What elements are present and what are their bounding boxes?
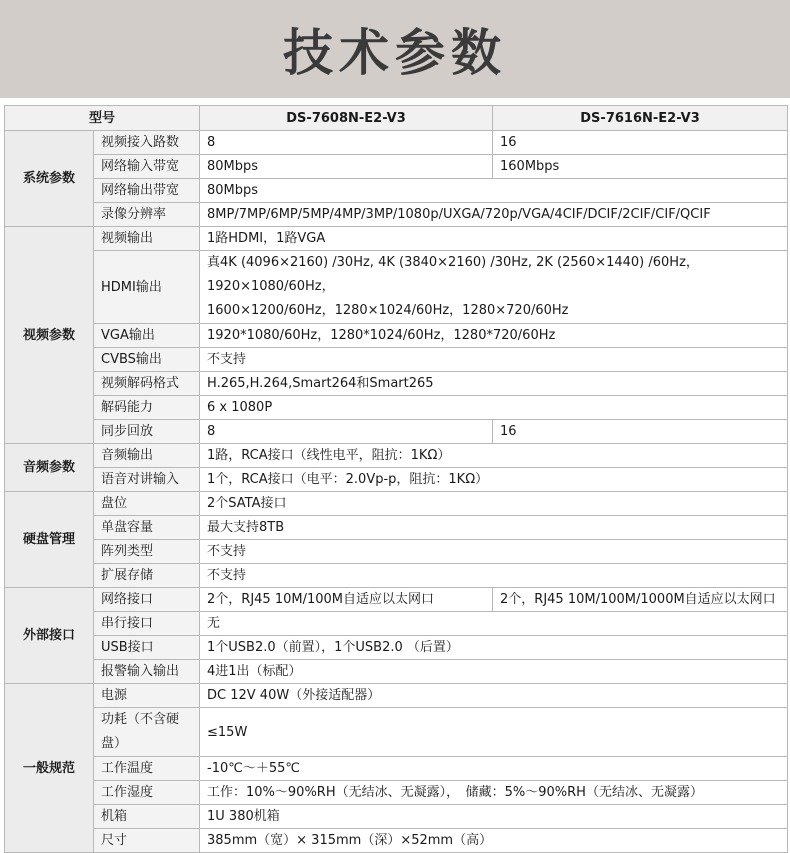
param-value: 1920*1080/60Hz，1280*1024/60Hz，1280*720/60Hz bbox=[200, 324, 788, 348]
param-name: 网络输入带宽 bbox=[94, 155, 200, 179]
param-name: 报警输入输出 bbox=[94, 660, 200, 684]
table-row bbox=[5, 564, 788, 588]
param-name: 网络接口 bbox=[94, 588, 200, 612]
param-value: -10℃～＋55℃ bbox=[200, 757, 788, 781]
param-value: 6 x 1080P bbox=[200, 396, 788, 420]
param-name: 录像分辨率 bbox=[94, 203, 200, 227]
table-row bbox=[5, 829, 788, 853]
param-name: 视频解码格式 bbox=[94, 372, 200, 396]
param-value-a: 8 bbox=[200, 131, 493, 155]
param-value-a: 80Mbps bbox=[200, 155, 493, 179]
table-row bbox=[5, 588, 788, 612]
param-name: 音频输出 bbox=[94, 444, 200, 468]
model-label: 型号 bbox=[5, 106, 200, 131]
table-row bbox=[5, 684, 788, 708]
param-name: 视频输出 bbox=[94, 227, 200, 251]
param-value: DC 12V 40W（外接适配器） bbox=[200, 684, 788, 708]
param-name: HDMI输出 bbox=[94, 251, 200, 324]
table-row bbox=[5, 612, 788, 636]
category-system: 系统参数 bbox=[5, 131, 94, 227]
table-row bbox=[5, 540, 788, 564]
param-name: 网络输出带宽 bbox=[94, 179, 200, 203]
table-row bbox=[5, 203, 788, 227]
param-name: 工作温度 bbox=[94, 757, 200, 781]
table-row bbox=[5, 492, 788, 516]
param-name: 盘位 bbox=[94, 492, 200, 516]
table-row bbox=[5, 131, 788, 155]
param-name: 解码能力 bbox=[94, 396, 200, 420]
param-value: 无 bbox=[200, 612, 788, 636]
category-general: 一般规范 bbox=[5, 684, 94, 853]
param-name: 单盘容量 bbox=[94, 516, 200, 540]
param-value: 工作：10%～90%RH（无结冰、无凝露）， 储藏：5%～90%RH（无结冰、无凝露） bbox=[200, 781, 788, 805]
category-disk: 硬盘管理 bbox=[5, 492, 94, 588]
table-header-row bbox=[5, 106, 788, 131]
param-name: 机箱 bbox=[94, 805, 200, 829]
param-value: 1路HDMI，1路VGA bbox=[200, 227, 788, 251]
model-a: DS-7608N-E2-V3 bbox=[200, 106, 493, 131]
table-row bbox=[5, 396, 788, 420]
param-name: USB接口 bbox=[94, 636, 200, 660]
param-name: 尺寸 bbox=[94, 829, 200, 853]
param-value: 4进1出（标配） bbox=[200, 660, 788, 684]
param-name: 阵列类型 bbox=[94, 540, 200, 564]
param-value: 1个USB2.0（前置），1个USB2.0 （后置） bbox=[200, 636, 788, 660]
category-video: 视频参数 bbox=[5, 227, 94, 444]
table-row bbox=[5, 444, 788, 468]
param-name: VGA输出 bbox=[94, 324, 200, 348]
param-value-a: 8 bbox=[200, 420, 493, 444]
table-row bbox=[5, 251, 788, 324]
table-row bbox=[5, 781, 788, 805]
param-value: 80Mbps bbox=[200, 179, 788, 203]
table-row bbox=[5, 324, 788, 348]
param-name: 扩展存储 bbox=[94, 564, 200, 588]
param-name: CVBS输出 bbox=[94, 348, 200, 372]
param-value bbox=[200, 251, 788, 324]
param-value: 1个，RCA接口（电平：2.0Vp-p，阻抗：1KΩ） bbox=[200, 468, 788, 492]
title-banner bbox=[0, 0, 790, 98]
hdmi-line-1: 真4K (4096×2160) /30Hz, 4K (3840×2160) /30Hz, 2K (2560×1440) /60Hz，1920×1080/60Hz， bbox=[207, 255, 699, 294]
table-row bbox=[5, 805, 788, 829]
param-name: 视频接入路数 bbox=[94, 131, 200, 155]
table-row bbox=[5, 636, 788, 660]
param-name: 同步回放 bbox=[94, 420, 200, 444]
param-value-a: 2个，RJ45 10M/100M自适应以太网口 bbox=[200, 588, 493, 612]
spec-table bbox=[4, 105, 788, 853]
table-row bbox=[5, 660, 788, 684]
table-row bbox=[5, 757, 788, 781]
param-value-b: 160Mbps bbox=[493, 155, 788, 179]
model-b: DS-7616N-E2-V3 bbox=[493, 106, 788, 131]
param-value: 385mm（宽）× 315mm（深）×52mm（高） bbox=[200, 829, 788, 853]
table-row bbox=[5, 468, 788, 492]
category-ext: 外部接口 bbox=[5, 588, 94, 684]
param-value: 不支持 bbox=[200, 564, 788, 588]
hdmi-line-2: 1600×1200/60Hz，1280×1024/60Hz，1280×720/60Hz bbox=[207, 303, 569, 318]
table-row bbox=[5, 155, 788, 179]
param-name: 工作湿度 bbox=[94, 781, 200, 805]
param-name: 语音对讲输入 bbox=[94, 468, 200, 492]
param-value: 最大支持8TB bbox=[200, 516, 788, 540]
param-value-b: 16 bbox=[493, 131, 788, 155]
param-name: 电源 bbox=[94, 684, 200, 708]
table-row bbox=[5, 516, 788, 540]
page-title: 技术参数 bbox=[283, 24, 507, 82]
table-row bbox=[5, 348, 788, 372]
table-row bbox=[5, 179, 788, 203]
table-row bbox=[5, 420, 788, 444]
category-audio: 音频参数 bbox=[5, 444, 94, 492]
param-value: 不支持 bbox=[200, 540, 788, 564]
param-value: 不支持 bbox=[200, 348, 788, 372]
param-value: ≤15W bbox=[200, 708, 788, 757]
param-name: 串行接口 bbox=[94, 612, 200, 636]
table-row bbox=[5, 708, 788, 757]
param-value: 1路，RCA接口（线性电平，阻抗：1KΩ） bbox=[200, 444, 788, 468]
table-row bbox=[5, 372, 788, 396]
param-value-b: 2个，RJ45 10M/100M/1000M自适应以太网口 bbox=[493, 588, 788, 612]
table-row bbox=[5, 227, 788, 251]
param-value: H.265,H.264,Smart264和Smart265 bbox=[200, 372, 788, 396]
param-value: 2个SATA接口 bbox=[200, 492, 788, 516]
param-value-b: 16 bbox=[493, 420, 788, 444]
param-value: 1U 380机箱 bbox=[200, 805, 788, 829]
param-name: 功耗（不含硬盘） bbox=[94, 708, 200, 757]
param-value: 8MP/7MP/6MP/5MP/4MP/3MP/1080p/UXGA/720p/VGA/4CIF/DCIF/2CIF/CIF/QCIF bbox=[200, 203, 788, 227]
